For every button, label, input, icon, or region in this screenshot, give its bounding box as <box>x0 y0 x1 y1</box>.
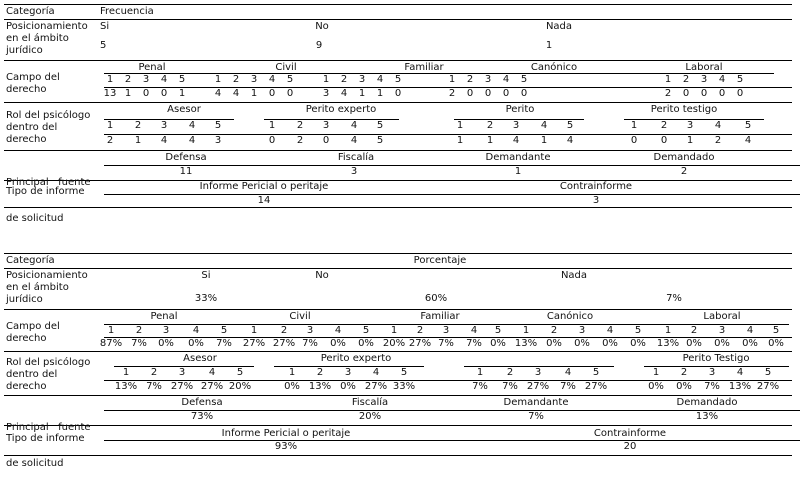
sub-column-number: 5 <box>376 120 384 131</box>
sub-column-value: 0% <box>768 338 784 349</box>
sub-column-number: 5 <box>566 120 574 131</box>
sub-column-number: 1 <box>664 74 672 85</box>
sub-column-value: 2 <box>448 88 456 99</box>
sub-column-number: 3 <box>512 120 520 131</box>
sub-column-value: 0% <box>330 338 346 349</box>
tipo-value-informe: 93% <box>274 441 298 452</box>
value-no: 60% <box>424 293 448 304</box>
sub-column-value: 1 <box>376 88 384 99</box>
sub-column-value: 7% <box>131 338 147 349</box>
sub-column-number: 4 <box>372 367 380 378</box>
value-nada: 1 <box>545 40 553 51</box>
sub-column-value: 0 <box>502 88 510 99</box>
sub-column-number: 2 <box>124 74 132 85</box>
sub-column-value: 7% <box>146 381 162 392</box>
group-name: Perito Testigo <box>682 353 750 364</box>
fuente-option-defensa: Defensa <box>181 397 223 408</box>
sub-column-value: 2 <box>664 88 672 99</box>
sub-column-number: 1 <box>106 74 114 85</box>
sub-column-value: 5 <box>376 135 384 146</box>
tipo-option-informe: Informe Pericial o peritaje <box>199 181 329 192</box>
sub-column-number: 4 <box>714 120 722 131</box>
fuente-value-demandante: 7% <box>528 411 544 422</box>
header-measure: Porcentaje <box>413 255 467 266</box>
values-divider <box>104 134 792 135</box>
sub-column-value: 0 <box>142 88 150 99</box>
option-nada: Nada <box>560 270 588 281</box>
sub-column-value: 20% <box>228 381 252 392</box>
posicionamiento-label: Posicionamiento en el ámbito jurídico <box>6 270 88 305</box>
sub-column-value: 0 <box>718 88 726 99</box>
group-name: Asesor <box>183 353 217 364</box>
sub-column-value: 0 <box>682 88 690 99</box>
sub-column-value: 13% <box>114 381 138 392</box>
sub-column-number: 4 <box>268 74 276 85</box>
tipo-underline <box>104 440 800 441</box>
group-name: Familiar <box>420 311 460 322</box>
sub-column-number: 2 <box>340 74 348 85</box>
rol-label: Rol del psicólogo dentro del derecho <box>6 357 91 392</box>
sub-column-number: 2 <box>506 367 514 378</box>
sub-column-value: 33% <box>392 381 416 392</box>
sub-column-value: 1 <box>486 135 494 146</box>
group-underline <box>226 73 369 74</box>
tipo-option-informe: Informe Pericial o peritaje <box>221 428 351 439</box>
sub-column-number: 2 <box>682 74 690 85</box>
sub-column-value: 27% <box>584 381 608 392</box>
option-no: No <box>315 21 329 32</box>
sub-column-number: 1 <box>456 120 464 131</box>
sub-column-value: 7% <box>502 381 518 392</box>
fuente-option-fiscalia: Fiscalía <box>337 152 375 163</box>
group-name: Perito experto <box>320 353 392 364</box>
sub-column-value: 0 <box>268 135 276 146</box>
sub-column-number: 3 <box>160 120 168 131</box>
posicionamiento-label: Posicionamiento en el ámbito jurídico <box>6 21 88 56</box>
tipo-row <box>4 180 792 208</box>
tipo-value-contrainforme: 3 <box>592 195 600 206</box>
sub-column-value: 7% <box>466 338 482 349</box>
fuente-value-defensa: 11 <box>179 166 193 177</box>
sub-column-value: 0% <box>358 338 374 349</box>
sub-column-value: 2 <box>296 135 304 146</box>
group-name: Civil <box>275 62 297 73</box>
value-no: 9 <box>315 40 323 51</box>
sub-column-number: 5 <box>744 120 752 131</box>
fuente-value-demandado: 2 <box>680 166 688 177</box>
sub-column-number: 4 <box>160 74 168 85</box>
sub-column-number: 4 <box>502 74 510 85</box>
sub-column-number: 5 <box>178 74 186 85</box>
sub-column-value: 2 <box>106 135 114 146</box>
sub-column-number: 3 <box>322 120 330 131</box>
sub-column-value: 0% <box>490 338 506 349</box>
sub-column-value: 0 <box>394 88 402 99</box>
value-si: 33% <box>194 293 218 304</box>
sub-column-number: 2 <box>280 325 288 336</box>
sub-column-number: 1 <box>448 74 456 85</box>
sub-column-number: 3 <box>700 74 708 85</box>
sub-column-value: 4 <box>744 135 752 146</box>
fuente-label: Principal fuente de solicitud <box>6 177 91 224</box>
sub-column-value: 0% <box>648 381 664 392</box>
posicionamiento-row <box>4 267 792 310</box>
sub-column-number: 1 <box>107 325 115 336</box>
tipo-option-contrainforme: Contrainforme <box>593 428 667 439</box>
fuente-option-demandado: Demandado <box>653 152 715 163</box>
sub-column-number: 1 <box>664 325 672 336</box>
sub-column-number: 4 <box>718 74 726 85</box>
sub-column-value: 1 <box>250 88 258 99</box>
value-si: 5 <box>100 40 107 51</box>
sub-column-number: 4 <box>208 367 216 378</box>
fuente-option-demandante: Demandante <box>485 152 551 163</box>
sub-column-value: 4 <box>214 88 222 99</box>
sub-column-number: 1 <box>268 120 276 131</box>
sub-column-number: 4 <box>188 120 196 131</box>
sub-column-number: 3 <box>162 325 170 336</box>
sub-column-number: 4 <box>376 74 384 85</box>
sub-column-value: 7% <box>560 381 576 392</box>
sub-column-number: 5 <box>736 74 744 85</box>
sub-column-value: 27% <box>170 381 194 392</box>
sub-column-value: 1 <box>540 135 548 146</box>
sub-column-value: 27% <box>364 381 388 392</box>
sub-column-value: 13% <box>656 338 680 349</box>
group-underline <box>614 73 774 74</box>
sub-column-number: 3 <box>306 325 314 336</box>
sub-column-number: 5 <box>362 325 370 336</box>
sub-column-number: 5 <box>772 325 780 336</box>
sub-column-value: 27% <box>200 381 224 392</box>
sub-column-value: 20% <box>382 338 406 349</box>
sub-column-number: 2 <box>486 120 494 131</box>
fuente-value-fiscalia: 20% <box>358 411 382 422</box>
tipo-label: Tipo de informe <box>6 433 85 444</box>
tipo-value-informe: 14 <box>257 195 271 206</box>
sub-column-number: 4 <box>192 325 200 336</box>
sub-column-value: 0% <box>630 338 646 349</box>
group-underline <box>497 73 614 74</box>
group-name: Penal <box>138 62 166 73</box>
sub-column-number: 5 <box>592 367 600 378</box>
sub-column-number: 3 <box>718 325 726 336</box>
values-divider <box>104 380 792 381</box>
sub-column-value: 13% <box>308 381 332 392</box>
sub-column-number: 4 <box>334 325 342 336</box>
sub-column-number: 2 <box>316 367 324 378</box>
sub-column-value: 0 <box>700 88 708 99</box>
group-name: Perito testigo <box>650 104 718 115</box>
sub-column-value: 0% <box>714 338 730 349</box>
sub-column-number: 2 <box>134 120 142 131</box>
group-name: Laboral <box>703 311 741 322</box>
sub-column-value: 3 <box>322 88 330 99</box>
sub-column-value: 4 <box>340 88 348 99</box>
sub-column-value: 0% <box>284 381 300 392</box>
sub-column-value: 0% <box>340 381 356 392</box>
sub-column-value: 0 <box>520 88 528 99</box>
campo-row <box>4 60 792 103</box>
sub-column-number: 3 <box>442 325 450 336</box>
fuente-option-defensa: Defensa <box>165 152 207 163</box>
sub-column-value: 27% <box>242 338 266 349</box>
sub-column-number: 4 <box>540 120 548 131</box>
sub-column-number: 5 <box>286 74 294 85</box>
sub-column-value: 13 <box>103 88 117 99</box>
posicionamiento-row <box>4 18 792 61</box>
sub-column-value: 13% <box>514 338 538 349</box>
sub-column-number: 1 <box>322 74 330 85</box>
sub-column-number: 3 <box>686 120 694 131</box>
group-underline <box>472 324 652 325</box>
sub-column-value: 0 <box>484 88 492 99</box>
sub-column-number: 1 <box>390 325 398 336</box>
sub-column-number: 5 <box>494 325 502 336</box>
sub-column-number: 2 <box>135 325 143 336</box>
sub-column-number: 4 <box>736 367 744 378</box>
sub-column-value: 3 <box>214 135 222 146</box>
sub-column-value: 7% <box>216 338 232 349</box>
fuente-option-demandado: Demandado <box>676 397 738 408</box>
sub-column-value: 0 <box>160 88 168 99</box>
sub-column-value: 0% <box>158 338 174 349</box>
sub-column-number: 4 <box>470 325 478 336</box>
sub-column-value: 7% <box>302 338 318 349</box>
sub-column-value: 0% <box>546 338 562 349</box>
sub-column-number: 2 <box>690 325 698 336</box>
rol-label: Rol del psicólogo dentro del derecho <box>6 110 91 145</box>
group-underline <box>104 324 252 325</box>
sub-column-value: 0 <box>268 88 276 99</box>
fuente-value-defensa: 73% <box>190 411 214 422</box>
sub-column-number: 4 <box>606 325 614 336</box>
rol-row <box>4 102 792 151</box>
sub-column-value: 0 <box>660 135 668 146</box>
group-underline <box>369 73 497 74</box>
sub-column-number: 3 <box>484 74 492 85</box>
sub-column-value: 27% <box>272 338 296 349</box>
sub-column-number: 4 <box>746 325 754 336</box>
sub-column-number: 3 <box>708 367 716 378</box>
sub-column-number: 5 <box>400 367 408 378</box>
sub-column-number: 4 <box>564 367 572 378</box>
sub-column-number: 3 <box>578 325 586 336</box>
sub-column-number: 5 <box>220 325 228 336</box>
fuente-label: Principal fuente de solicitud <box>6 422 91 469</box>
sub-column-value: 0% <box>602 338 618 349</box>
sub-column-number: 5 <box>634 325 642 336</box>
sub-column-number: 5 <box>520 74 528 85</box>
sub-column-value: 0% <box>676 381 692 392</box>
tipo-value-contrainforme: 20 <box>623 441 637 452</box>
sub-column-number: 2 <box>232 74 240 85</box>
sub-column-value: 0% <box>686 338 702 349</box>
sub-column-number: 3 <box>358 74 366 85</box>
sub-column-value: 87% <box>99 338 123 349</box>
sub-column-value: 4 <box>160 135 168 146</box>
group-name: Penal <box>150 311 178 322</box>
sub-column-value: 1 <box>456 135 464 146</box>
fuente-value-fiscalia: 3 <box>350 166 358 177</box>
sub-column-value: 0 <box>630 135 638 146</box>
fuente-option-fiscalia: Fiscalía <box>351 397 389 408</box>
campo-label: Campo del derecho <box>6 321 60 344</box>
sub-column-number: 3 <box>534 367 542 378</box>
sub-column-number: 3 <box>178 367 186 378</box>
sub-column-number: 1 <box>122 367 130 378</box>
sub-column-number: 1 <box>214 74 222 85</box>
sub-column-number: 2 <box>550 325 558 336</box>
sub-column-value: 0 <box>466 88 474 99</box>
tipo-option-contrainforme: Contrainforme <box>559 181 633 192</box>
sub-column-number: 3 <box>142 74 150 85</box>
group-name: Perito experto <box>305 104 377 115</box>
values-divider <box>104 337 792 338</box>
sub-column-number: 1 <box>288 367 296 378</box>
sub-column-number: 1 <box>476 367 484 378</box>
sub-column-number: 2 <box>466 74 474 85</box>
sub-column-value: 0% <box>574 338 590 349</box>
sub-column-value: 7% <box>472 381 488 392</box>
values-divider <box>104 87 792 88</box>
sub-column-value: 1 <box>686 135 694 146</box>
sub-column-value: 4 <box>232 88 240 99</box>
sub-column-number: 2 <box>296 120 304 131</box>
option-no: No <box>315 270 329 281</box>
sub-column-value: 0 <box>322 135 330 146</box>
sub-column-value: 7% <box>704 381 720 392</box>
sub-column-value: 7% <box>438 338 454 349</box>
campo-row <box>4 309 792 352</box>
campo-label: Campo del derecho <box>6 72 60 95</box>
tipo-label: Tipo de informe <box>6 186 85 197</box>
sub-column-value: 13% <box>728 381 752 392</box>
sub-column-number: 5 <box>394 74 402 85</box>
sub-column-number: 1 <box>522 325 530 336</box>
header-categoria: Categoría <box>6 6 55 17</box>
sub-column-value: 1 <box>358 88 366 99</box>
sub-column-number: 5 <box>236 367 244 378</box>
sub-column-value: 2 <box>714 135 722 146</box>
group-name: Civil <box>289 311 311 322</box>
option-si: Si <box>100 21 110 32</box>
sub-column-number: 2 <box>660 120 668 131</box>
sub-column-number: 3 <box>250 74 258 85</box>
group-name: Canónico <box>530 62 578 73</box>
option-nada: Nada <box>545 21 573 32</box>
group-name: Perito <box>505 104 535 115</box>
sub-column-number: 5 <box>764 367 772 378</box>
value-nada: 7% <box>666 293 682 304</box>
group-name: Laboral <box>685 62 723 73</box>
sub-column-number: 3 <box>344 367 352 378</box>
fuente-underline <box>104 165 800 166</box>
sub-column-number: 2 <box>680 367 688 378</box>
sub-column-value: 4 <box>566 135 574 146</box>
sub-column-value: 4 <box>350 135 358 146</box>
rol-row <box>4 351 792 396</box>
sub-column-value: 4 <box>188 135 196 146</box>
sub-column-value: 27% <box>408 338 432 349</box>
sub-column-number: 1 <box>106 120 114 131</box>
sub-column-number: 2 <box>150 367 158 378</box>
group-name: Canónico <box>546 311 594 322</box>
fuente-value-demandante: 1 <box>514 166 522 177</box>
fuente-option-demandante: Demandante <box>503 397 569 408</box>
sub-column-value: 4 <box>512 135 520 146</box>
sub-column-value: 27% <box>526 381 550 392</box>
sub-column-number: 5 <box>214 120 222 131</box>
sub-column-number: 2 <box>416 325 424 336</box>
fuente-value-demandado: 13% <box>695 411 719 422</box>
group-name: Familiar <box>404 62 444 73</box>
sub-column-value: 1 <box>134 135 142 146</box>
group-name: Asesor <box>167 104 201 115</box>
sub-column-value: 27% <box>756 381 780 392</box>
option-si: Si <box>201 270 211 281</box>
group-underline <box>624 119 764 120</box>
sub-column-number: 1 <box>652 367 660 378</box>
sub-column-value: 0% <box>742 338 758 349</box>
tipo-row <box>4 425 792 456</box>
sub-column-value: 0% <box>188 338 204 349</box>
sub-column-number: 4 <box>350 120 358 131</box>
sub-column-number: 1 <box>250 325 258 336</box>
header-measure: Frecuencia <box>100 6 154 17</box>
header-categoria: Categoría <box>6 255 55 266</box>
tipo-underline <box>104 194 800 195</box>
sub-column-value: 1 <box>178 88 186 99</box>
sub-column-value: 0 <box>286 88 294 99</box>
sub-column-value: 0 <box>736 88 744 99</box>
sub-column-value: 1 <box>124 88 132 99</box>
sub-column-number: 1 <box>630 120 638 131</box>
